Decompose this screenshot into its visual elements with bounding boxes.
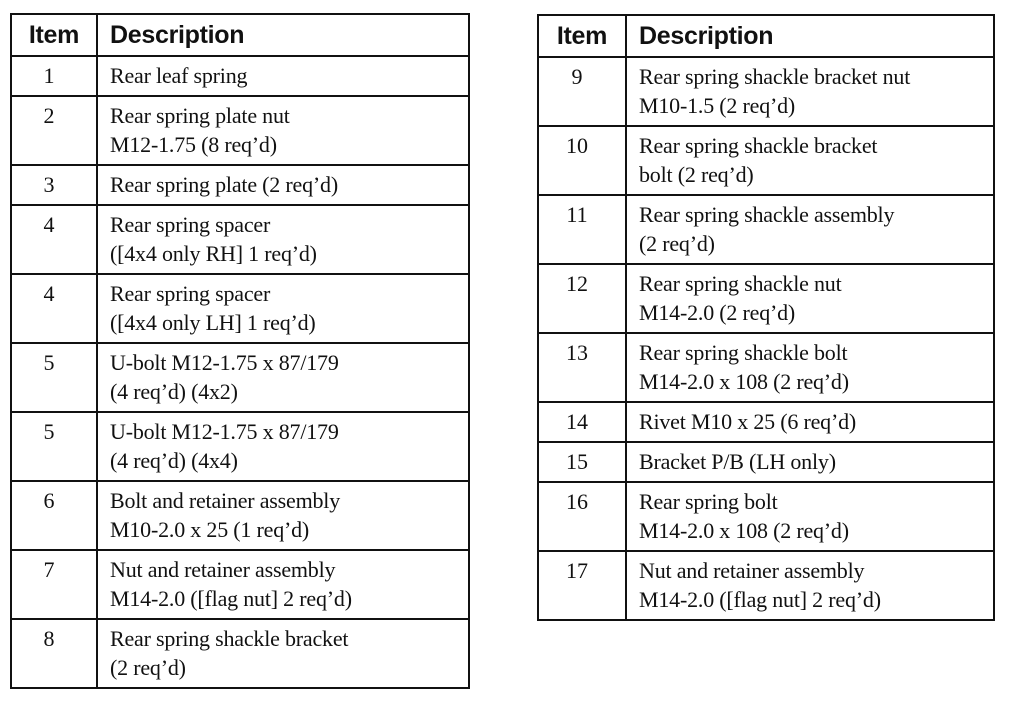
parts-table-right	[537, 14, 995, 621]
item-number-cell: 6	[11, 481, 97, 550]
description-line: M14-2.0 ([flag nut] 2 req’d)	[639, 587, 881, 612]
description-cell	[97, 481, 469, 550]
description-line: Rear spring spacer	[110, 212, 271, 237]
description-line: Rear spring plate (2 req’d)	[110, 172, 338, 197]
description-line: Bolt and retainer assembly	[110, 488, 341, 513]
table-row	[538, 195, 994, 264]
item-number-cell: 7	[11, 550, 97, 619]
item-number-cell: 9	[538, 57, 626, 126]
item-number-cell: 2	[11, 96, 97, 165]
item-number-cell: 3	[11, 165, 97, 205]
table-row	[11, 412, 469, 481]
description-column-header: Description	[97, 14, 469, 56]
item-number-cell: 5	[11, 412, 97, 481]
table-row	[11, 274, 469, 343]
item-number-cell: 14	[538, 402, 626, 442]
table-row	[538, 442, 994, 482]
table-row	[11, 481, 469, 550]
description-line: M14-2.0 (2 req’d)	[639, 300, 796, 325]
description-line: (2 req’d)	[639, 231, 715, 256]
item-column-header: Item	[538, 15, 626, 57]
table-header-row	[538, 15, 994, 57]
description-line: Rear spring shackle nut	[639, 271, 842, 296]
description-line: M10-2.0 x 25 (1 req’d)	[110, 517, 310, 542]
description-line: Rear spring shackle bracket	[110, 626, 349, 651]
description-line: U-bolt M12-1.75 x 87/179	[110, 350, 339, 375]
description-line: Bracket P/B (LH only)	[639, 449, 836, 474]
table-row	[11, 550, 469, 619]
description-cell	[626, 333, 994, 402]
table-row	[538, 57, 994, 126]
description-line: Rear spring shackle bracket	[639, 133, 878, 158]
description-cell	[97, 550, 469, 619]
table-row	[538, 126, 994, 195]
description-cell	[626, 442, 994, 482]
item-column-header: Item	[11, 14, 97, 56]
description-cell	[626, 551, 994, 620]
description-line: U-bolt M12-1.75 x 87/179	[110, 419, 339, 444]
parts-table-left	[10, 13, 470, 689]
description-line: M12-1.75 (8 req’d)	[110, 132, 277, 157]
table-row	[11, 205, 469, 274]
description-line: ([4x4 only RH] 1 req’d)	[110, 241, 317, 266]
table-header-row	[11, 14, 469, 56]
table-row	[538, 264, 994, 333]
item-number-cell: 11	[538, 195, 626, 264]
description-line: bolt (2 req’d)	[639, 162, 754, 187]
item-number-cell: 5	[11, 343, 97, 412]
item-number-cell: 12	[538, 264, 626, 333]
description-cell	[626, 195, 994, 264]
description-cell	[97, 205, 469, 274]
item-number-cell: 8	[11, 619, 97, 688]
description-line: (4 req’d) (4x2)	[110, 379, 238, 404]
description-line: M10-1.5 (2 req’d)	[639, 93, 796, 118]
item-number-cell: 16	[538, 482, 626, 551]
description-column-header: Description	[626, 15, 994, 57]
table-row	[538, 402, 994, 442]
item-number-cell: 17	[538, 551, 626, 620]
description-line: M14-2.0 ([flag nut] 2 req’d)	[110, 586, 352, 611]
description-cell	[97, 165, 469, 205]
description-line: Rear leaf spring	[110, 63, 248, 88]
item-number-cell: 4	[11, 274, 97, 343]
description-cell	[97, 412, 469, 481]
item-number-cell: 10	[538, 126, 626, 195]
table-row	[11, 343, 469, 412]
table-row	[538, 551, 994, 620]
item-number-cell: 4	[11, 205, 97, 274]
item-number-cell: 1	[11, 56, 97, 96]
description-cell	[626, 264, 994, 333]
description-cell	[626, 482, 994, 551]
table-row	[11, 165, 469, 205]
table-row	[11, 619, 469, 688]
description-line: (4 req’d) (4x4)	[110, 448, 238, 473]
description-cell	[626, 402, 994, 442]
description-line: Rear spring shackle bracket nut	[639, 64, 911, 89]
table-row	[11, 56, 469, 96]
description-line: Rivet M10 x 25 (6 req’d)	[639, 409, 856, 434]
description-line: M14-2.0 x 108 (2 req’d)	[639, 369, 849, 394]
description-line: (2 req’d)	[110, 655, 186, 680]
description-cell	[97, 96, 469, 165]
table-row	[538, 482, 994, 551]
description-cell	[97, 56, 469, 96]
table-row	[538, 333, 994, 402]
description-line: Rear spring plate nut	[110, 103, 290, 128]
description-cell	[97, 619, 469, 688]
item-number-cell: 13	[538, 333, 626, 402]
description-line: Nut and retainer assembly	[110, 557, 336, 582]
description-line: ([4x4 only LH] 1 req’d)	[110, 310, 316, 335]
description-cell	[626, 57, 994, 126]
description-line: Rear spring shackle bolt	[639, 340, 848, 365]
description-line: Rear spring shackle assembly	[639, 202, 895, 227]
description-line: Nut and retainer assembly	[639, 558, 865, 583]
description-line: Rear spring bolt	[639, 489, 778, 514]
table-row	[11, 96, 469, 165]
description-line: M14-2.0 x 108 (2 req’d)	[639, 518, 849, 543]
description-cell	[97, 274, 469, 343]
description-line: Rear spring spacer	[110, 281, 271, 306]
description-cell	[626, 126, 994, 195]
item-number-cell: 15	[538, 442, 626, 482]
description-cell	[97, 343, 469, 412]
